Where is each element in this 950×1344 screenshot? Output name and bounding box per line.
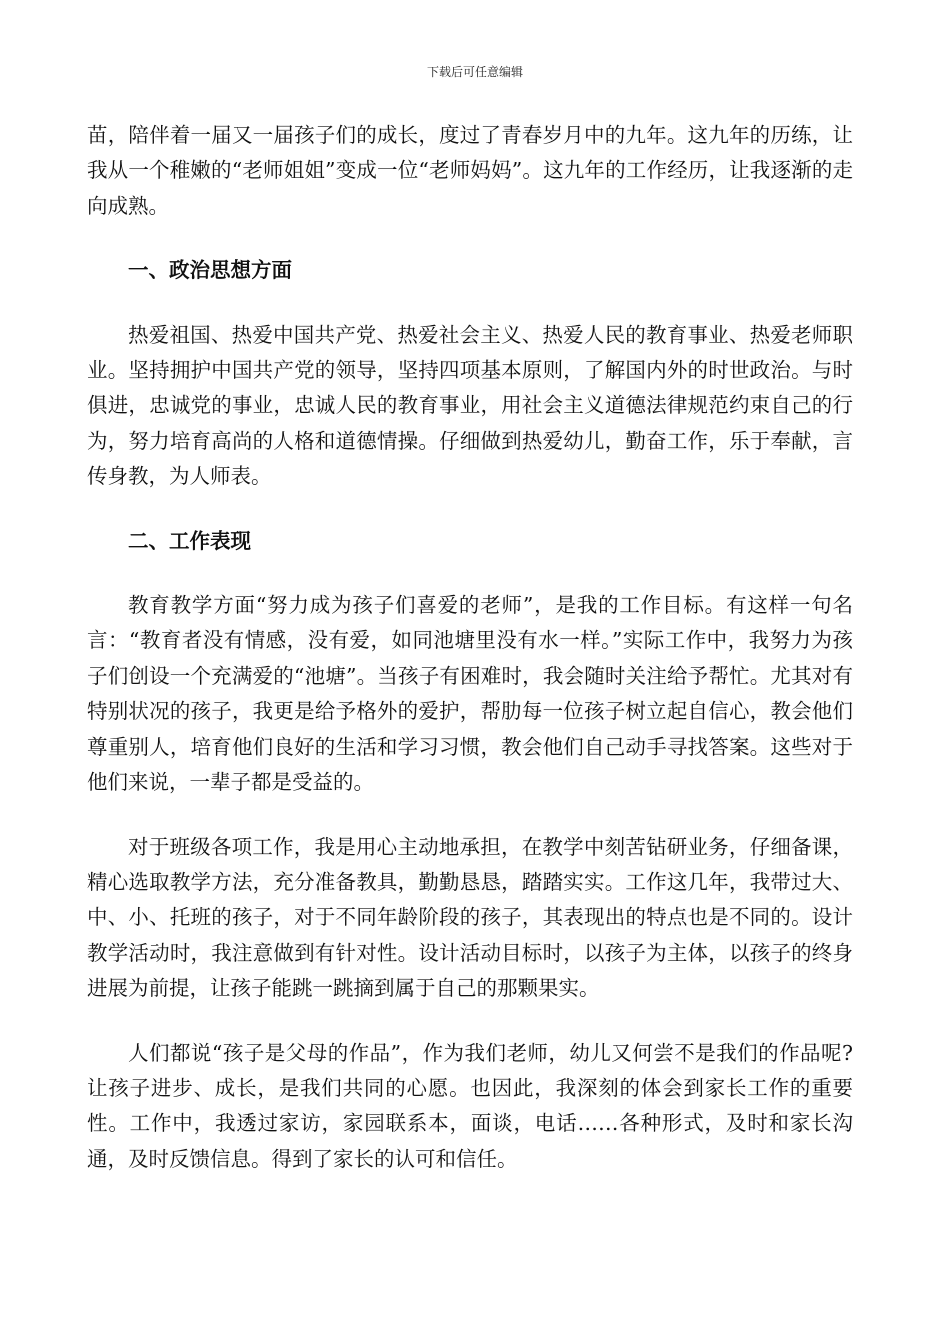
work-paragraph-teaching: 教育教学方面“努力成为孩子们喜爱的老师”，是我的工作目标。有这样一句名言：“教育者没有情感，没有爱，如同池塘里没有水一样。”实际工作中，我努力为孩子们创设一个充满爱的“池塘”。当孩子有困难时，我会随时关注给予帮忙。尤其对有特别状况的孩子，我更是给予格外的爱护，帮肋每一位孩子树立起自信心，教会他们尊重别人，培育他们良好的生活和学习习惯，教会他们自己动手寻找答案。这些对于他们来说，一辈子都是受益的。 [87,593,853,795]
work-paragraph-parents: 人们都说“孩子是父母的作品”，作为我们老师，幼儿又何尝不是我们的作品呢?让孩子进步、成长，是我们共同的心愿。也因此，我深刻的体会到家长工作的重要性。工作中，我透过家访，家园联系本，面谈，电话……各种形式，及时和家长沟通，及时反馈信息。得到了家长的认可和信任。 [87,1040,853,1171]
work-paragraph-class: 对于班级各项工作，我是用心主动地承担，在教学中刻苦钻研业务，仔细备课，精心选取教学方法，充分准备教具，勤勤恳恳，踏踏实实。工作这几年，我带过大、中、小、托班的孩子，对于不同年龄阶段的孩子，其表现出的特点也是不同的。设计教学活动时，我注意做到有针对性。设计活动目标时，以孩子为主体，以孩子的终身进展为前提，让孩子能跳一跳摘到属于自己的那颗果实。 [87,834,853,1001]
document-body [87,118,853,1177]
page-header: 下载后可任意编辑 [426,65,523,79]
section-heading-work: 二、工作表现 [128,528,251,553]
intro-paragraph: 苗，陪伴着一届又一届孩子们的成长，度过了青春岁月中的九年。这九年的历练，让我从一个稚嫩的“老师姐姐”变成一位“老师妈妈”。这九年的工作经历，让我逐渐的走向成熟。 [87,123,853,218]
political-paragraph: 热爱祖国、热爱中国共产党、热爱社会主义、热爱人民的教育事业、热爱老师职业。坚持拥护中国共产党的领导，坚持四项基本原则，了解国内外的时世政治。与时俱进，忠诚党的事业，忠诚人民的教育事业，用社会主义道德法律规范约束自己的行为，努力培育高尚的人格和道德情操。仔细做到热爱幼儿，勤奋工作，乐于奉献，言传身教，为人师表。 [87,322,853,489]
section-heading-political: 一、政治思想方面 [128,258,292,283]
